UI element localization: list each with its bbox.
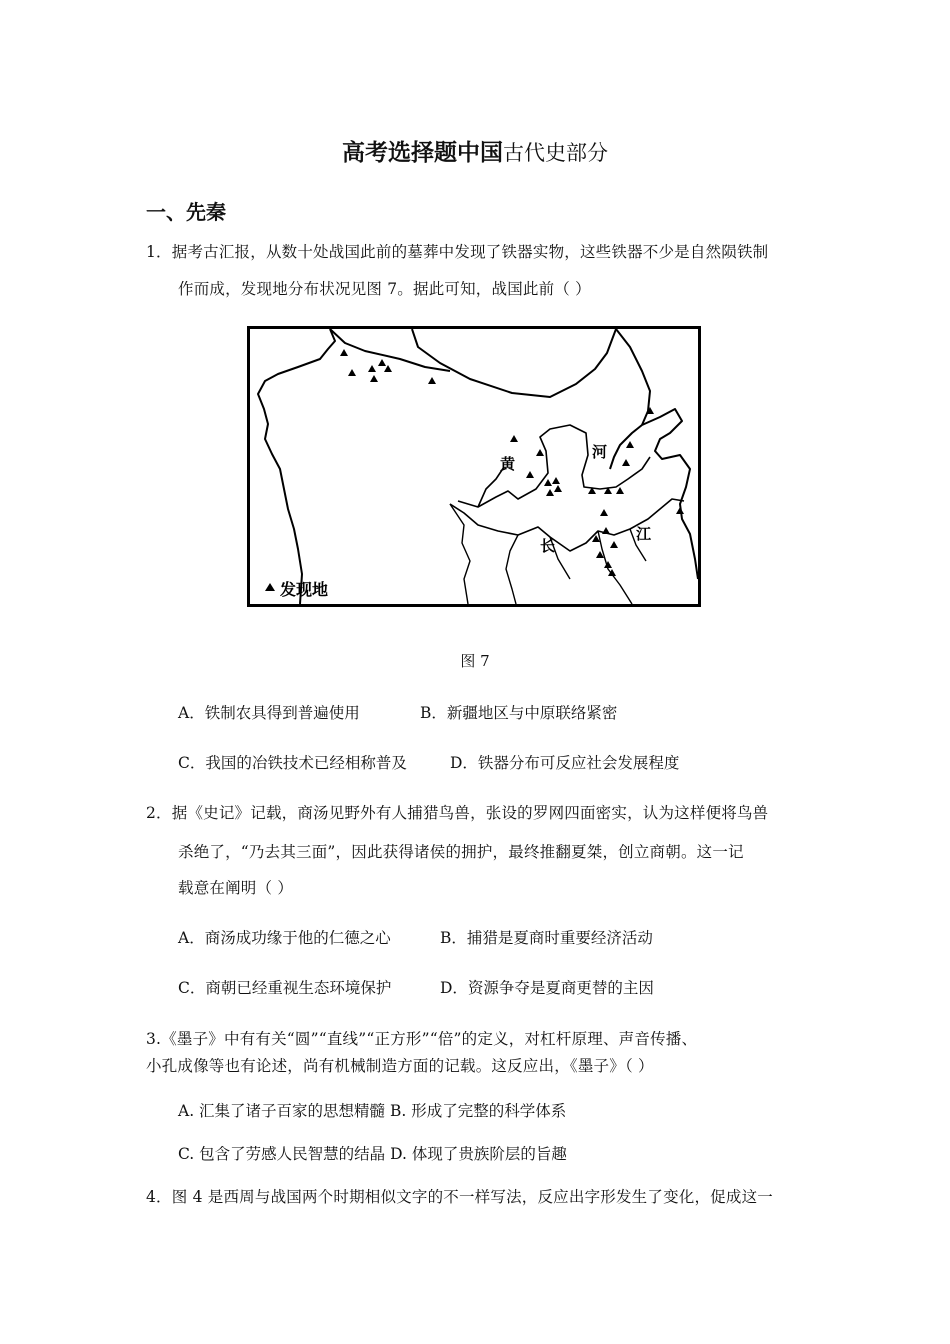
- find-site-marker: [340, 349, 348, 356]
- find-site-marker: [676, 507, 684, 514]
- q1-option-b[interactable]: B．新疆地区与中原联络紧密: [420, 704, 618, 722]
- yellow-river: [458, 425, 650, 507]
- q2-option-c[interactable]: C．商朝已经重视生态环境保护: [178, 979, 392, 997]
- q2-option-a[interactable]: A．商汤成功缘于他的仁德之心: [178, 929, 391, 947]
- find-site-marker: [370, 375, 378, 382]
- find-site-marker: [348, 369, 356, 376]
- title-rest: 古代史部分: [503, 141, 608, 165]
- find-site-marker: [510, 435, 518, 442]
- find-site-marker: [554, 485, 562, 492]
- q1-option-d[interactable]: D．铁器分布可反应社会发展程度: [450, 754, 680, 772]
- find-site-marker: [378, 359, 386, 366]
- river-branch: [506, 535, 518, 604]
- q1-option-a[interactable]: A．铁制农具得到普遍使用: [178, 704, 360, 722]
- document-title: [0, 134, 950, 167]
- q1-option-c[interactable]: C．我国的冶铁技术已经相称普及: [178, 754, 407, 772]
- find-site-marker: [368, 365, 376, 372]
- find-site-marker: [536, 449, 544, 456]
- q3-options-cd[interactable]: C. 包含了劳感人民智慧的结晶 D. 体现了贵族阶层的旨趣: [178, 1145, 567, 1163]
- find-site-marker: [552, 477, 560, 484]
- section-heading: 一、先秦: [146, 200, 226, 224]
- q4-line1: 4．图 4 是西周与战国两个时期相似文字的不一样写法，反应出字形发生了变化，促成这一: [146, 1188, 773, 1206]
- q2-line2: 杀绝了，“乃去其三面”，因此获得诸侯的拥护，最终推翻夏桀，创立商朝。这一记: [178, 843, 744, 861]
- legend-label: 发现地: [280, 580, 329, 599]
- map-drawing: [250, 329, 698, 604]
- map-label-he: 河: [592, 443, 608, 461]
- find-site-marker: [622, 459, 630, 466]
- find-site-marker: [428, 377, 436, 384]
- map-label-jiang: 江: [636, 525, 652, 543]
- map-label-huang: 黄: [500, 455, 516, 473]
- river-branch: [450, 504, 470, 604]
- border-line: [258, 329, 335, 604]
- coastline: [642, 409, 698, 579]
- map-label-chang: 长: [540, 537, 556, 555]
- yellow-river: [478, 467, 504, 507]
- find-site-marker: [546, 489, 554, 496]
- find-site-marker: [384, 365, 392, 372]
- iron-finds-map: [247, 326, 701, 607]
- find-site-marker: [544, 479, 552, 486]
- title-bold: 高考选择题中国: [342, 140, 503, 166]
- find-site-marker: [616, 487, 624, 494]
- find-site-marker: [626, 441, 634, 448]
- q3-line2: 小孔成像等也有论述，尚有机械制造方面的记载。这反应出，《墨子》（ ）: [146, 1057, 654, 1075]
- figure-caption: 图 7: [460, 652, 490, 670]
- q1-line1: 1．据考古汇报，从数十处战国此前的墓葬中发现了铁器实物，这些铁器不少是自然陨铁制: [146, 243, 769, 261]
- map-legend: [265, 580, 328, 599]
- q3-options-ab[interactable]: A. 汇集了诸子百家的思想精髓 B. 形成了完整的科学体系: [178, 1102, 567, 1120]
- q2-option-d[interactable]: D．资源争夺是夏商更替的主因: [440, 979, 654, 997]
- find-site-marker: [600, 509, 608, 516]
- q2-option-b[interactable]: B．捕猎是夏商时重要经济活动: [440, 929, 653, 947]
- q1-line2: 作而成，发现地分布状况见图 7。据此可知，战国此前（ ）: [178, 280, 591, 298]
- border-line: [412, 329, 616, 397]
- q2-line1: 2．据《史记》记载，商汤见野外有人捕猎鸟兽，张设的罗网四面密实，认为这样便将鸟兽: [146, 804, 769, 822]
- find-site-marker: [602, 527, 610, 534]
- border-line: [330, 329, 450, 371]
- river-branch: [598, 531, 632, 604]
- find-site-marker: [610, 541, 618, 548]
- q3-line1: 3.《墨子》中有有关“圆”“直线”“正方形”“倍”的定义，对杠杆原理、声音传播、: [146, 1030, 698, 1048]
- legend-triangle-icon: [265, 583, 275, 591]
- find-site-marker: [526, 471, 534, 478]
- q2-line3: 载意在阐明（ ）: [178, 879, 294, 897]
- border-line: [616, 329, 650, 425]
